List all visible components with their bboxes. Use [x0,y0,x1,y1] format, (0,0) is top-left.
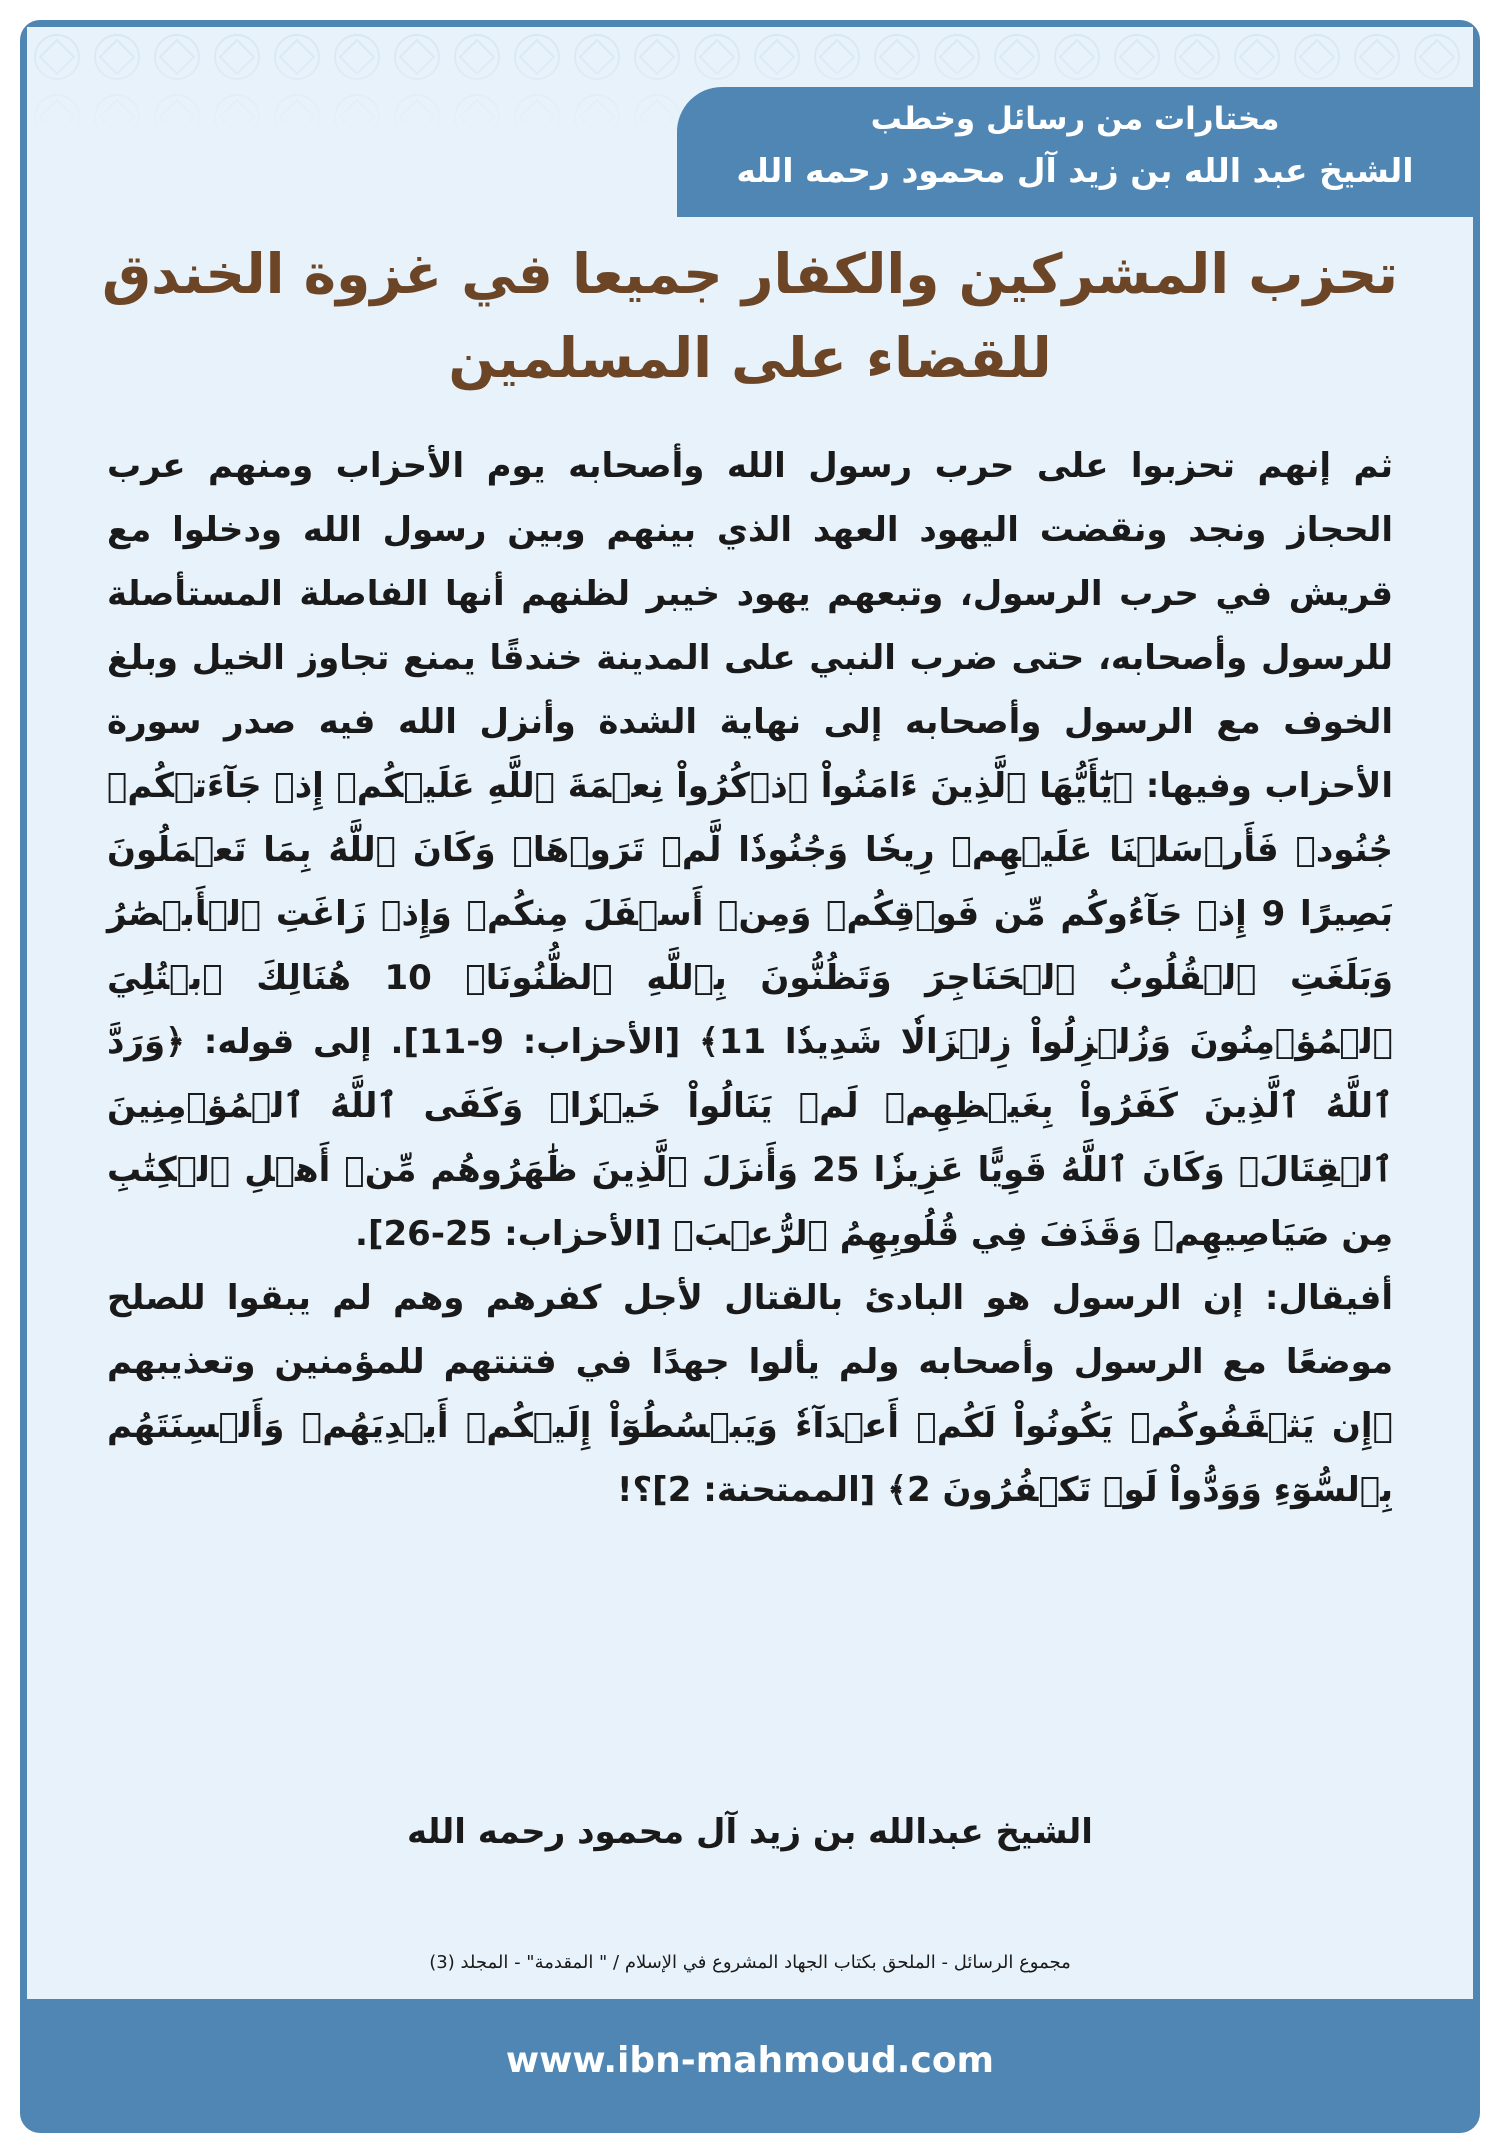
header-author: الشيخ عبد الله بن زيد آل محمود رحمه الله [736,151,1414,190]
paragraph: ثم إنهم تحزبوا على حرب رسول الله وأصحابه يوم الأحزاب ومنهم عرب الحجاز ونجد ونقضت اليهود العهد الذي بينهم وبين رسول الله ودخلوا مع قريش في حرب الرسول، وتبعهم يهود خيبر لظنهم أنها الفاصلة المستأصلة للرسول وأصحابه، حتى ضرب النبي على المدينة خندقًا يمنع تجاوز الخيل وبلغ الخوف مع الرسول وأصحابه إلى نهاية الشدة وأنزل الله فيه صدر سورة الأحزاب وفيها: ﴿يَٰٓأَيُّهَا ٱلَّذِينَ ءَامَنُواْ ٱذۡكُرُواْ نِعۡمَةَ ٱللَّهِ عَلَيۡكُمۡ إِذۡ جَآءَتۡكُمۡ جُنُودٞ فَأَرۡسَلۡنَا عَلَيۡهِمۡ رِيحٗا وَجُنُودٗا لَّمۡ تَرَوۡهَاۚ وَكَانَ ٱللَّهُ بِمَا تَعۡمَلُونَ بَصِيرًا 9 إِذۡ جَآءُوكُم مِّن فَوۡقِكُمۡ وَمِنۡ أَسۡفَلَ مِنكُمۡ وَإِذۡ زَاغَتِ ٱلۡأَبۡصَٰرُ وَبَلَغَتِ ٱلۡقُلُوبُ ٱلۡحَنَاجِرَ وَتَظُنُّونَ بِٱللَّهِ ٱلظُّنُونَا۠ 10 هُنَالِكَ ٱبۡتُلِيَ ٱلۡمُؤۡمِنُونَ وَزُلۡزِلُواْ زِلۡزَالٗا شَدِيدٗا 11﴾ [الأحزاب: 9-11]. إلى قوله: ﴿وَرَدَّ ٱللَّهُ ٱلَّذِينَ كَفَرُواْ بِغَيۡظِهِمۡ لَمۡ يَنَالُواْ خَيۡرٗاۚ وَكَفَى ٱللَّهُ ٱلۡمُؤۡمِنِينَ ٱلۡقِتَالَۚ وَكَانَ ٱللَّهُ قَوِيًّا عَزِيزٗا 25 وَأَنزَلَ ٱلَّذِينَ ظَٰهَرُوهُم مِّنۡ أَهۡلِ ٱلۡكِتَٰبِ مِن صَيَاصِيهِمۡ وَقَذَفَ فِي قُلُوبِهِمُ ٱلرُّعۡبَ﴾ [الأحزاب: 25-26]. [107,446,1393,1254]
author-signature: الشيخ عبدالله بن زيد آل محمود رحمه الله [407,1812,1093,1852]
source-reference: مجموع الرسائل - الملحق بكتاب الجهاد المشروع في الإسلام / " المقدمة" - المجلد (3) [429,1952,1071,1973]
header-tab [677,87,1473,217]
website-link[interactable]: www.ibn-mahmoud.com [505,2040,995,2081]
article-body [107,434,1393,1522]
content-panel [27,27,1473,1999]
header-subtitle: مختارات من رسائل وخطب [870,101,1280,137]
page-title: تحزب المشركين والكفار جميعا في غزوة الخندق للقضاء على المسلمين [101,242,1399,390]
paragraph: أفيقال: إن الرسول هو البادئ بالقتال لأجل كفرهم وهم لم يبقوا للصلح موضعًا مع الرسول وأصحابه ولم يألوا جهدًا في فتنتهم للمؤمنين وتعذيبهم ﴿إِن يَثۡقَفُوكُمۡ يَكُونُواْ لَكُمۡ أَعۡدَآءٗ وَيَبۡسُطُوٓاْ إِلَيۡكُمۡ أَيۡدِيَهُمۡ وَأَلۡسِنَتَهُم بِٱلسُّوٓءِ وَوَدُّواْ لَوۡ تَكۡفُرُونَ 2﴾ [الممتحنة: 2]؟! [107,1278,1393,1510]
